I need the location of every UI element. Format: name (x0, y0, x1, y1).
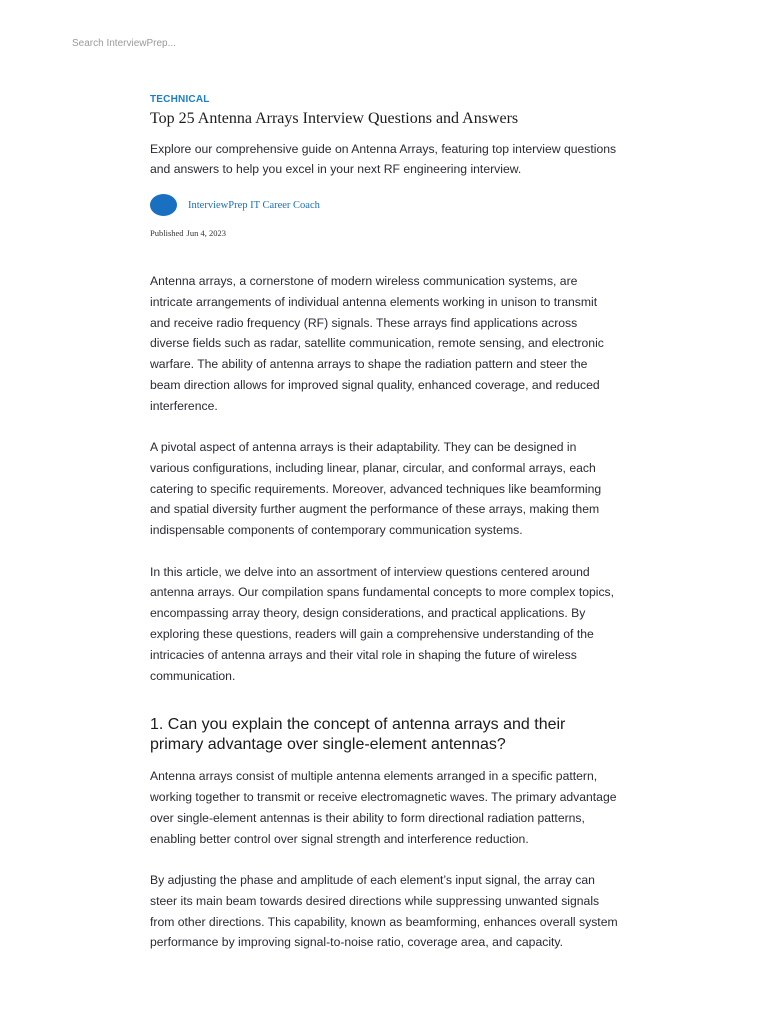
author-row (150, 192, 618, 218)
question-heading: 1. Can you explain the concept of antenna arrays and their primary advantage over single-element antennas? (150, 716, 566, 754)
answer-paragraph: Antenna arrays consist of multiple antenna elements arranged in a specific pattern, working together to transmit or receive electromagnetic waves. The primary advantage over single-element antennas is their ability to form directional radiation patterns, enabling better control over signal strength and interference reduction. (150, 769, 617, 846)
published-value: Jun 4, 2023 (186, 228, 226, 238)
article-title: Top 25 Antenna Arrays Interview Questions and Answers (150, 110, 519, 127)
category-link[interactable]: TECHNICAL (150, 94, 210, 105)
search-input[interactable] (72, 36, 372, 50)
author-link[interactable]: InterviewPrep IT Career Coach (188, 199, 320, 211)
intro-paragraph: In this article, we delve into an assortment of interview questions centered around antenna arrays. Our compilation spans fundamental concepts to more complex topics, encompassing array theory, design considerations, and practical applications. By exploring these questions, readers will gain a comprehensive understanding of the intricacies of antenna arrays and their vital role in shaping the future of wireless communication. (150, 564, 615, 683)
published-date (150, 228, 618, 238)
answer-paragraph: By adjusting the phase and amplitude of each element’s input signal, the array can steer its main beam towards desired directions while suppressing unwanted signals from other directions. This capability, known as beamforming, enhances overall system performance by improving signal-to-noise ratio, coverage area, and capacity. (150, 873, 618, 950)
article (150, 94, 618, 953)
intro-paragraph: A pivotal aspect of antenna arrays is their adaptability. They can be designed in various configurations, including linear, planar, circular, and conformal arrays, each catering to specific requirements. Moreover, advanced techniques like beamforming and spatial diversity further augment the performance of these arrays, making them indispensable components of contemporary communication systems. (150, 440, 602, 538)
published-label: Published (150, 228, 184, 238)
intro-paragraph: Antenna arrays, a cornerstone of modern wireless communication systems, are intricate arrangements of individual antenna elements working in unison to transmit and receive radio frequency (RF) signals. These arrays find applications across diverse fields such as radar, satellite communication, remote sensing, and electronic warfare. The ability of antenna arrays to shape the radiation pattern and steer the beam direction allows for improved signal quality, enhanced coverage, and reduced interference. (150, 274, 604, 413)
avatar[interactable] (150, 194, 177, 216)
article-summary: Explore our comprehensive guide on Antenna Arrays, featuring top interview questions and answers to help you excel in your next RF engineering interview. (150, 142, 617, 176)
